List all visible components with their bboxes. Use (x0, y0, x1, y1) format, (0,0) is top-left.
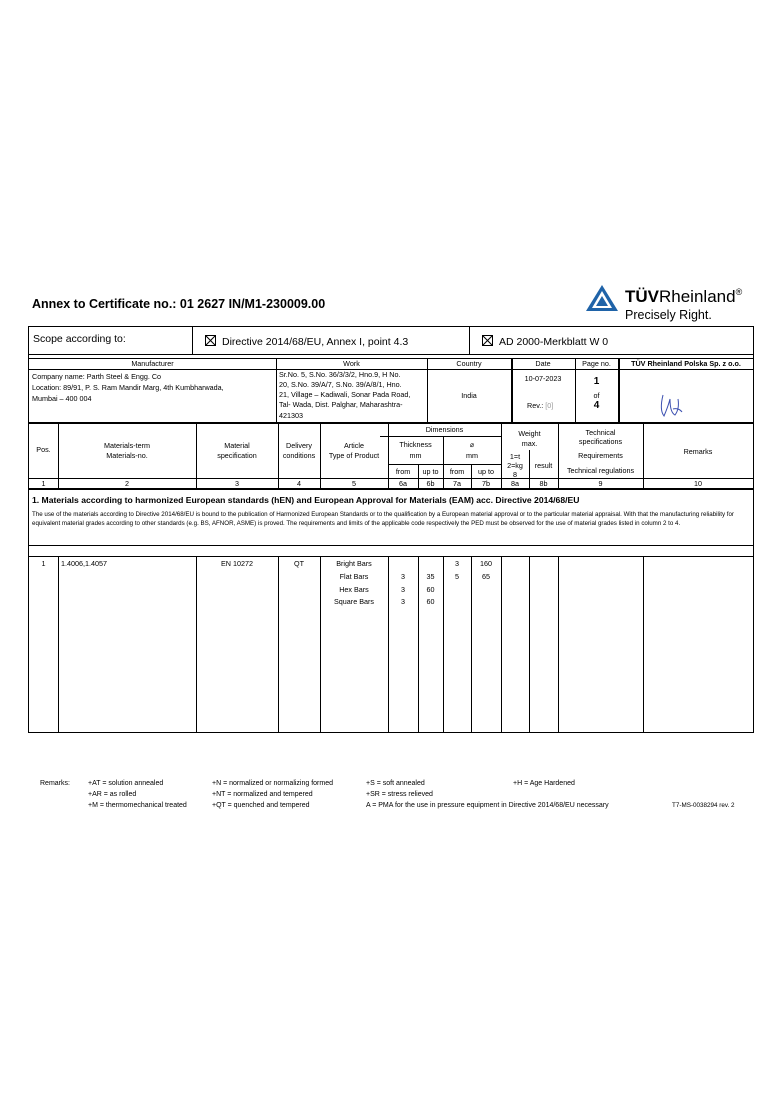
col-weight-unit: 8 (513, 470, 517, 479)
col-tech: Technical (585, 428, 616, 437)
country-label: Country (456, 359, 482, 368)
col-pos: Pos. (36, 445, 51, 454)
entry-spec: EN 10272 (221, 559, 253, 568)
checked-box-icon (205, 335, 216, 346)
manufacturer-line: Mumbai – 400 004 (32, 394, 92, 403)
col-number: 7a (453, 479, 461, 488)
date-label: Date (535, 359, 551, 368)
col-number: 10 (694, 479, 702, 488)
remark-item: +H = Age Hardened (513, 780, 575, 787)
col-number: 3 (235, 479, 239, 488)
col-from: from (449, 467, 465, 476)
col-weight-unit: 1=t (509, 452, 521, 461)
col-number: 9 (598, 479, 603, 488)
col-tech: specifications (578, 437, 623, 446)
col-number: 5 (352, 479, 356, 488)
product-article: Bright Bars (336, 559, 372, 568)
country-value: India (461, 391, 477, 400)
col-number: 4 (297, 479, 301, 488)
col-dimensions: Dimensions (425, 425, 464, 434)
scope-ad2000: AD 2000-Merkblatt W 0 (482, 335, 608, 347)
diameter-icon: ⌀ (469, 440, 475, 449)
product-article: Flat Bars (339, 572, 369, 581)
product-t-upto: 60 (426, 597, 435, 606)
entry-delivery: QT (294, 559, 304, 568)
remark-item: +N = normalized or normalizing formed (212, 780, 333, 787)
col-number: 6a (399, 479, 407, 488)
col-article: Article (344, 441, 364, 450)
col-number: 7b (482, 479, 490, 488)
brand-name: TÜVRheinland® (625, 287, 743, 306)
product-d-from: 5 (455, 572, 459, 581)
work-line: Tal- Wada, Dist. Palghar, Maharashtra- (279, 400, 403, 409)
col-number: 6b (426, 479, 435, 488)
col-material-spec: Material (224, 441, 250, 450)
col-delivery: Delivery (286, 441, 312, 450)
work-line: 21, Village – Kadiwali, Sonar Pada Road, (279, 390, 411, 399)
product-article: Square Bars (334, 597, 374, 606)
product-article: Hex Bars (339, 585, 369, 594)
work-line: 421303 (279, 411, 303, 420)
document-code: T7-MS-0038294 rev. 2 (672, 802, 735, 809)
entry-pos: 1 (41, 559, 46, 568)
scope-directive: Directive 2014/68/EU, Annex I, point 4.3 (205, 335, 408, 347)
col-result: result (534, 461, 553, 470)
col-diameter-unit: mm (466, 451, 478, 460)
remarks-label: Remarks: (40, 780, 70, 787)
signature (657, 391, 685, 419)
page-of: of (593, 391, 600, 400)
col-weight-unit: 2=kg (507, 461, 523, 470)
remarks-col1 (88, 778, 187, 811)
work-line: 20, S.No. 39/A/7, S.No. 39/A/8/1, Hno. (279, 380, 402, 389)
product-t-from: 3 (401, 597, 405, 606)
manufacturer-label: Manufacturer (131, 359, 174, 368)
manufacturer-line: Location: 89/91, P. S. Ram Mandir Marg, 4th Kumbharwada, (32, 383, 224, 392)
section-text: The use of the materials according to Directive 2014/68/EU is bound to the publication of Harmonized European Standards or to the qualification by a European material approval or to the particular material appraisal. With that the manufacturing reliability for equivalent material grades according to other standards (e.g. BS, AFNOR, ASME) is proved. The requirements and limits of the applicable code respectively the PED must be observed for the use of material grades listed in column 2 to 4. (32, 511, 734, 527)
col-number: 1 (41, 479, 46, 488)
col-number: 2 (125, 479, 129, 488)
col-tech-regulations: Technical regulations (566, 466, 635, 475)
work-line: Sr.No. 5, S.No. 36/3/3/2, Hno.9, H No. (279, 370, 401, 379)
product-d-upto: 65 (482, 572, 490, 581)
revision: Rev.: [0] (527, 401, 554, 410)
remark-item: +SR = stress relieved (366, 791, 433, 798)
certificate-title: Annex to Certificate no.: 01 2627 IN/M1-230009.00 (32, 297, 326, 311)
col-article: Type of Product (328, 451, 380, 460)
remarks-col2 (212, 778, 333, 811)
product-t-from: 3 (401, 572, 405, 581)
tuv-logo (584, 283, 756, 325)
remark-item: +QT = quenched and tempered (212, 802, 310, 809)
remark-item: +AR = as rolled (88, 791, 137, 798)
product-t-upto: 35 (426, 572, 435, 581)
page-total: 4 (593, 400, 600, 411)
scope-label: Scope according to: (33, 333, 126, 345)
col-materials-no: Materials-no. (106, 451, 148, 460)
col-weight: Weight (518, 429, 541, 438)
product-t-from: 3 (401, 585, 405, 594)
work-label: Work (343, 359, 360, 368)
tuv-triangle-icon (584, 283, 620, 313)
annex-table (28, 326, 754, 733)
col-remarks: Remarks (683, 447, 713, 456)
col-number: 8b (539, 479, 548, 488)
remark-item: +AT = solution annealed (88, 780, 164, 787)
col-delivery: conditions (282, 451, 316, 460)
date-value: 10-07-2023 (524, 374, 562, 383)
page-current: 1 (593, 376, 600, 387)
issuer-name: TÜV Rheinland Polska Sp. z o.o. (631, 359, 741, 368)
col-materials-term: Materials-term (104, 441, 150, 450)
remark-item: A = PMA for the use in pressure equipment in Directive 2014/68/EU necessary (366, 802, 609, 809)
col-thickness-unit: mm (409, 451, 422, 460)
col-tech-requirements: Requirements (578, 451, 623, 460)
col-up-to: up to (422, 467, 439, 476)
product-d-upto: 160 (480, 559, 492, 568)
product-t-upto: 60 (426, 585, 435, 594)
col-thickness: Thickness (399, 440, 432, 449)
remark-item: +M = thermomechanical treated (88, 802, 187, 809)
col-material-spec: specification (217, 451, 257, 460)
section-heading: 1. Materials according to harmonized European standards (hEN) and European Approval for Materials (EAM) acc. Directive 2014/68/EU (32, 495, 580, 505)
product-d-from: 3 (455, 559, 459, 568)
brand-tagline: Precisely Right. (625, 308, 712, 322)
manufacturer-line: Company name: Parth Steel & Engg. Co (32, 372, 162, 381)
col-number: 8a (511, 479, 519, 488)
checked-box-icon (482, 335, 493, 346)
col-weight-max: max. (521, 439, 538, 448)
remark-item: +S = soft annealed (366, 780, 425, 787)
col-up-to: up to (478, 467, 494, 476)
entry-material: 1.4006,1.4057 (61, 559, 107, 568)
page-no-label: Page no. (582, 359, 611, 368)
remark-item: +NT = normalized and tempered (212, 791, 313, 798)
col-from: from (395, 467, 411, 476)
